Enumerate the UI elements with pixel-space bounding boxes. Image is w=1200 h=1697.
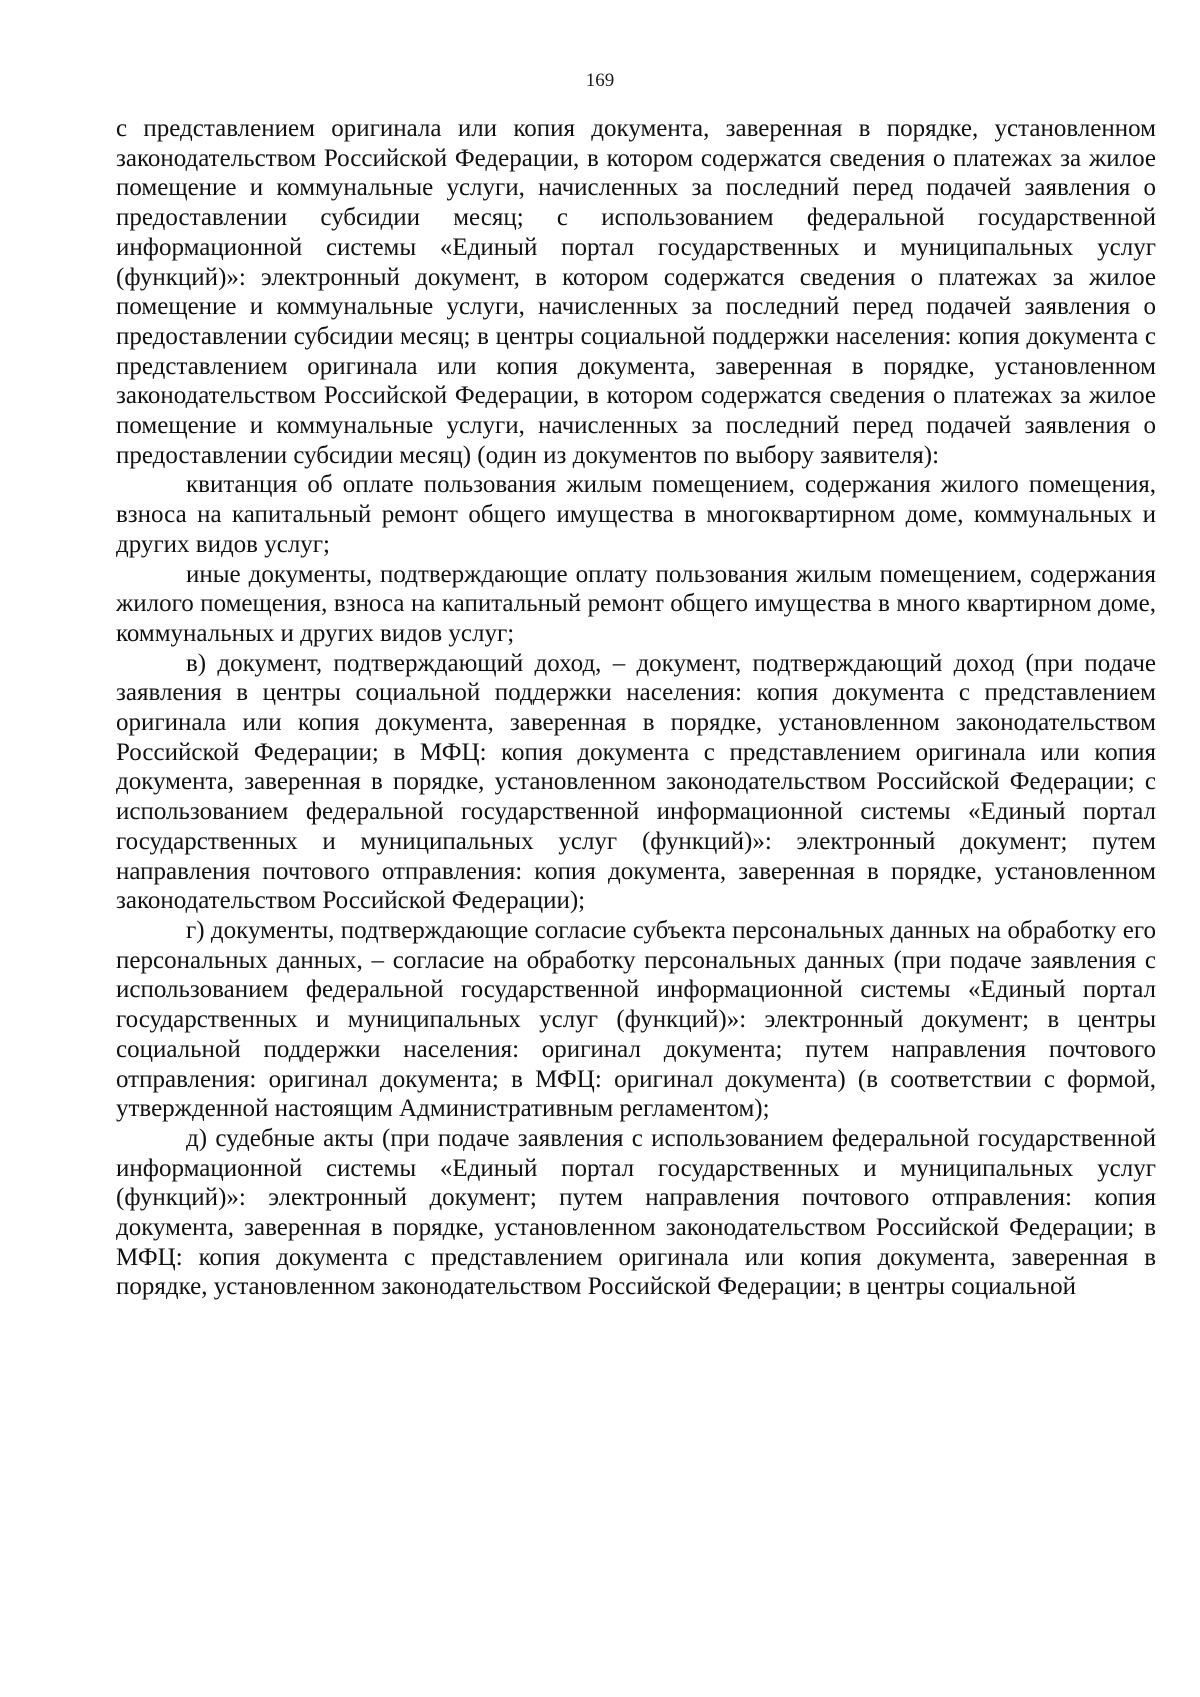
- paragraph-other-documents: иные документы, подтверждающие оплату пользования жилым помещением, содержания жилого помещения, взноса на капитальный ремонт общего имущества в много квартирном доме, коммунальных и других видов услуг;: [116, 560, 1156, 647]
- paragraph-item-g-consent: г) документы, подтверждающие согласие субъекта персональных данных на обработку его персональных данных, – согласие на обработку персональных данных (при подаче заявления с использованием федеральной государственной информационной системы «Единый портал государственных и муниципальных услуг (функций)»: электронный документ; в центры социальной поддержки населения: оригинал документа; путем направления почтового отправления: оригинал документа; в МФЦ: оригинал документа) (в соответствии с формой, утвержденной настоящим Административным регламентом);: [116, 916, 1156, 1123]
- paragraph-item-d-court-acts: д) судебные акты (при подаче заявления с использованием федеральной государственной информационной системы «Единый портал государственных и муниципальных услуг (функций)»: электронный документ; путем направления почтового отправления: копия документа, заверенная в порядке, установленном законодательством Российской Федерации; в МФЦ: копия документа с представлением оригинала или копия документа, заверенная в порядке, установленном законодательством Российской Федерации; в центры социальной: [116, 1124, 1156, 1301]
- paragraph-continuation: с представлением оригинала или копия документа, заверенная в порядке, установленном законодательством Российской Федерации, в котором содержатся сведения о платежах за жилое помещение и коммунальные услуги, начисленных за последний перед подачей заявления о предоставлении субсидии месяц; с использованием федеральной государственной информационной системы «Единый портал государственных и муниципальных услуг (функций)»: электронный документ, в котором содержатся сведения о платежах за жилое помещение и коммунальные услуги, начисленных за последний перед подачей заявления о предоставлении субсидии месяц; в центры социальной поддержки населения: копия документа с представлением оригинала или копия документа, заверенная в порядке, установленном законодательством Российской Федерации, в котором содержатся сведения о платежах за жилое помещение и коммунальные услуги, начисленных за последний перед подачей заявления о предоставлении субсидии месяц) (один из документов по выбору заявителя):: [116, 115, 1156, 469]
- page-number: 169: [585, 70, 615, 91]
- paragraph-receipt: квитанция об оплате пользования жилым помещением, содержания жилого помещения, взноса на капитальный ремонт общего имущества в многоквартирном доме, коммунальных и других видов услуг;: [116, 471, 1156, 558]
- paragraph-item-v-income: в) документ, подтверждающий доход, – документ, подтверждающий доход (при подаче заявления в центры социальной поддержки населения: копия документа с представлением оригинала или копия документа, заверенная в порядке, установленном законодательством Российской Федерации; в МФЦ: копия документа с представлением оригинала или копия документа, заверенная в порядке, установленном законодательством Российской Федерации; с использованием федеральной государственной информационной системы «Единый портал государственных и муниципальных услуг (функций)»: электронный документ; путем направления почтового отправления: копия документа, заверенная в порядке, установленном законодательством Российской Федерации);: [116, 649, 1156, 915]
- document-body: [116, 114, 1156, 1302]
